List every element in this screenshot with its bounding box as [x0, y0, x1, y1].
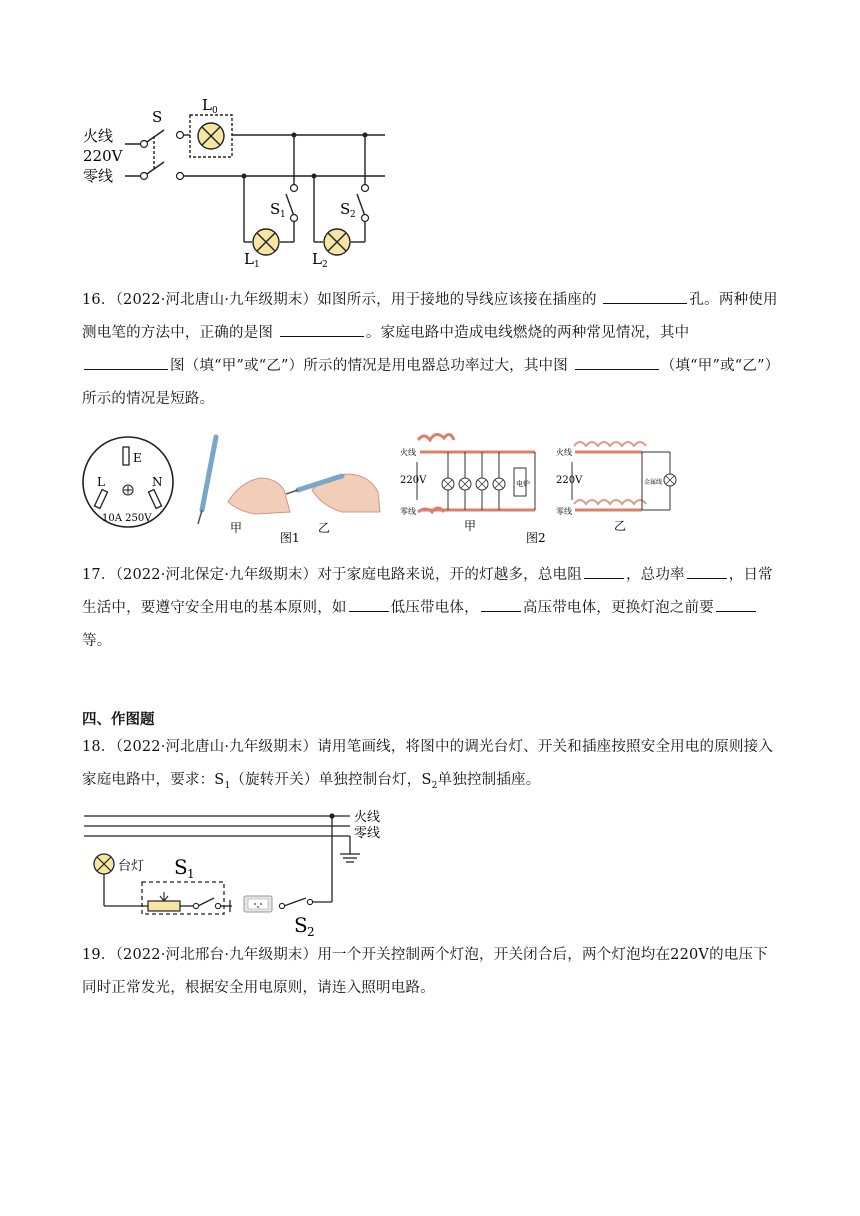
q16-blank-2[interactable] [280, 318, 364, 337]
circuit-jia-overload [400, 434, 535, 533]
q17-source: （2022·河北保定·九年级期末） [115, 567, 318, 583]
fig18-s2-sub: 2 [307, 925, 315, 938]
circuit-b-fire-label: 火线 [556, 448, 572, 457]
label-l0: L [202, 96, 212, 114]
fig18-lamp-label: 台灯 [118, 859, 145, 874]
figure-q18-circuit [84, 808, 404, 938]
circuit-a-voltage-label: 220V [400, 475, 427, 486]
q17-blank-3[interactable] [349, 593, 389, 612]
label-neutral-wire: 零线 [83, 167, 114, 185]
q16-number: 16． [82, 292, 116, 308]
fig18-neutral-label: 零线 [354, 826, 381, 841]
label-l2: L [312, 250, 322, 268]
pen-a-caption: 甲 [230, 521, 243, 535]
circuit-b-wire-label: 金属线 [644, 479, 663, 486]
circuit-a-caption: 甲 [464, 519, 477, 533]
fig18-s1-sub: 1 [187, 867, 195, 881]
label-voltage: 220V [83, 147, 123, 165]
q16-blank-1[interactable] [603, 285, 687, 304]
q17-text-5: 高压带电体，更换灯泡之前要 [522, 600, 714, 616]
q16-text-1: 如图所示，用于接地的导线应该接在插座的 [317, 292, 597, 308]
q18-s1-sub: 1 [224, 780, 231, 791]
circuit-b-voltage-label: 220V [556, 475, 583, 486]
fig18-live-label: 火线 [354, 810, 381, 825]
test-pen-hand-b [286, 474, 380, 535]
label-s2: S [340, 200, 351, 218]
circuit-a-fire-label: 火线 [400, 448, 416, 457]
q17-text-1: 对于家庭电路来说，开的灯越多，总电阻 [317, 567, 582, 583]
section-4-title: 四、作图题 [82, 712, 155, 728]
figure-q16 [80, 432, 720, 550]
label-s2-sub: 2 [350, 210, 356, 220]
q16-blank-3[interactable] [84, 351, 168, 370]
figure-q15-circuit [80, 90, 400, 275]
q19-text: 用一个开关控制两个灯泡，开关闭合后，两个灯泡均在220V的电压下同时正常发光，根据安全用电原则，请连入照明电路。 [82, 947, 768, 996]
q17-text-2: ，总功率 [625, 567, 685, 583]
circuit-a-neutral-label: 零线 [400, 507, 416, 516]
socket-diagram [83, 437, 173, 527]
fig1-caption: 图1 [280, 531, 300, 545]
socket-n-label: N [152, 475, 163, 489]
fig18-s2-label: S [294, 913, 308, 937]
label-switch-s: S [152, 108, 163, 126]
q18-s2-sub: 2 [431, 780, 438, 791]
q17-blank-1[interactable] [584, 560, 624, 579]
q19-source: （2022·河北邢台·九年级期末） [115, 947, 318, 963]
q16-text-2: 孔。两种使用测电笔的方法中，正确的是图 [82, 292, 778, 341]
q18-text-2: （旋转开关）单独控制台灯，S [230, 772, 432, 788]
circuit-b-neutral-label: 零线 [556, 507, 572, 516]
circuit-b-caption: 乙 [614, 519, 627, 533]
q16-text-3: 。家庭电路中造成电线燃烧的两种常见情况，其中 [365, 325, 690, 341]
socket-l-label: L [97, 475, 105, 489]
q16-text-5: （填“甲”或“乙”）所示的情况是短路。 [82, 358, 780, 407]
socket-e-label: E [133, 451, 142, 465]
question-17 [82, 559, 782, 658]
q18-number: 18． [82, 739, 116, 755]
q18-text-1: 请用笔画线，将图中的调光台灯、开关和插座按照安全用电的原则接入家庭电路中，要求：S [82, 739, 774, 788]
q16-source: （2022·河北唐山·九年级期末） [115, 292, 318, 308]
label-live-wire: 火线 [83, 127, 114, 145]
q17-text-4: 低压带电体， [390, 600, 479, 616]
q18-text-3: 单独控制插座。 [437, 772, 541, 788]
question-16 [82, 284, 782, 416]
question-18 [82, 731, 782, 803]
q17-blank-5[interactable] [716, 593, 756, 612]
q17-text-6: 等。 [82, 633, 112, 649]
label-l1-sub: 1 [254, 260, 260, 270]
label-s1: S [270, 200, 281, 218]
fig2-caption: 图2 [526, 531, 546, 545]
label-l2-sub: 2 [322, 260, 328, 270]
fig18-s1-label: S [174, 855, 188, 879]
circuit-a-device-label: 电炉 [516, 480, 530, 488]
socket-rating-label: 10A 250V [102, 513, 152, 524]
q17-blank-2[interactable] [687, 560, 727, 579]
q18-source: （2022·河北唐山·九年级期末） [115, 739, 318, 755]
label-l1: L [244, 250, 254, 268]
q17-number: 17． [82, 567, 116, 583]
q17-text-3: ，日常生活中，要遵守安全用电的基本原则，如 [82, 567, 773, 616]
pen-b-caption: 乙 [318, 521, 331, 535]
q17-blank-4[interactable] [481, 593, 521, 612]
circuit-yi-short [556, 442, 676, 533]
label-s1-sub: 1 [280, 210, 286, 220]
question-19 [82, 939, 782, 1005]
test-pen-hand-a [198, 437, 290, 535]
q16-text-4: 图（填“甲”或“乙”）所示的情况是用电器总功率过大，其中图 [170, 358, 568, 374]
q19-number: 19． [82, 947, 116, 963]
label-l0-sub: 0 [212, 106, 218, 116]
q16-blank-4[interactable] [575, 351, 659, 370]
